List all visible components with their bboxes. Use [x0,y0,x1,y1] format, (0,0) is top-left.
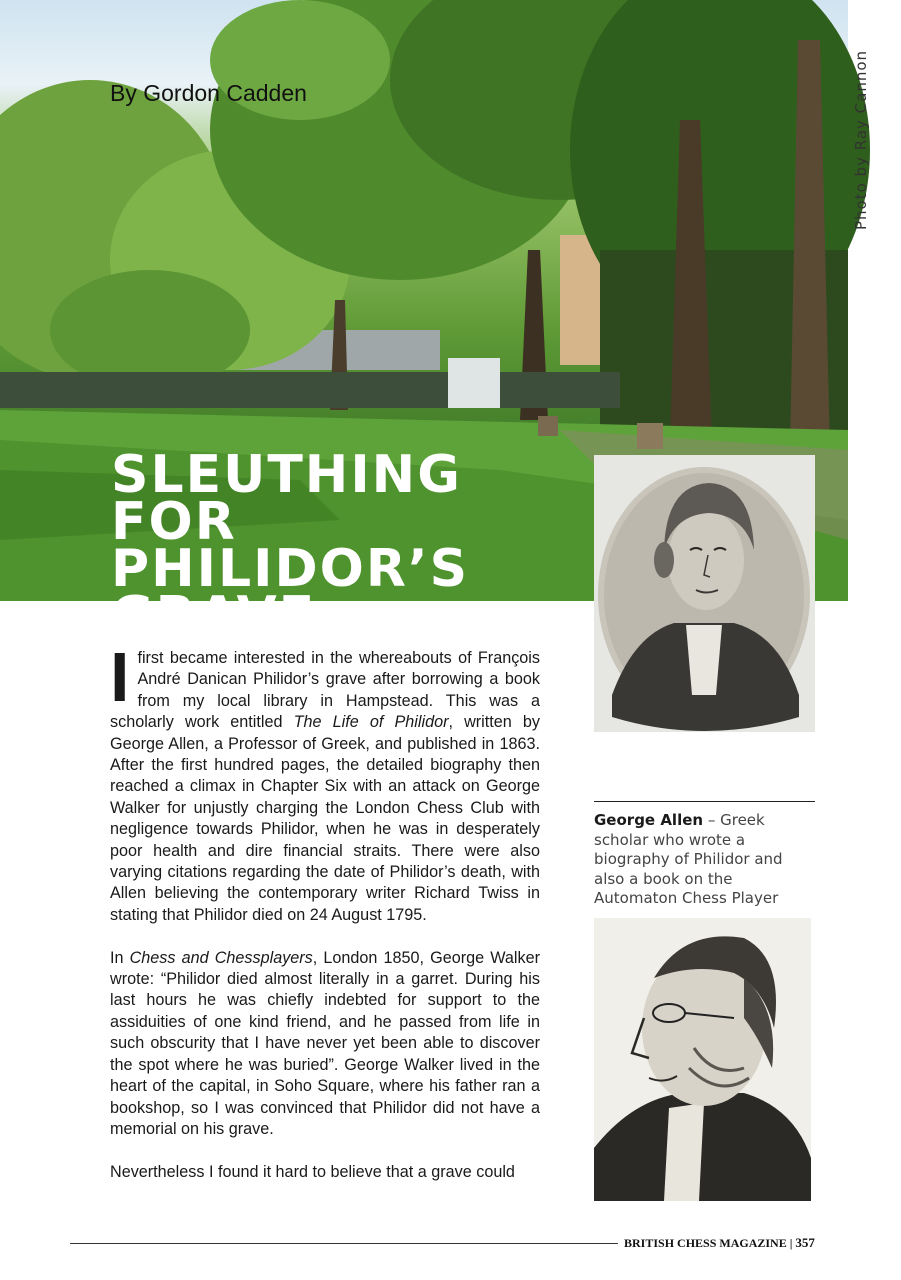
page-footer [624,1235,814,1251]
p1-book-title: The Life of Philidor [293,713,449,732]
caption-name: George Allen [594,811,704,829]
footer-rule [70,1243,618,1244]
footer-separator: | [786,1236,796,1250]
paragraph-3: Nevertheless I found it hard to believe that a grave could [110,1162,515,1181]
caption-text: – Greek scholar who wrote a biography of Philidor and also a book on the Automaton Chess Player [594,811,783,907]
paragraph-2 [110,948,540,1141]
george-allen-engraving [594,918,811,1201]
p1-text-b: , written by George Allen, a Professor of Greek, and published in 1863. After the first hundred pages, the detailed biography then reached a climax in Chapter Six with an attack on George Walker for unjustly charging the London Chess Club with negligence towards Philidor, when he was in desperately poor health and dire financial straits. There were also varying citations regarding the date of Philidor’s death, with Allen believing the contemporary writer Richard Twiss in stating that Philidor died on 24 August 1795. [110,713,540,924]
article-title: SLEUTHING FOR PHILIDOR’S GRAVE [111,445,470,646]
magazine-name: BRITISH CHESS MAGAZINE [624,1236,787,1250]
byline: By Gordon Cadden [110,80,307,106]
caption-rule [594,801,815,802]
photo-credit: Photo by Ray Cannon [852,49,870,230]
paragraph-1 [110,638,540,926]
p2-book-title: Chess and Chessplayers [129,948,313,967]
george-allen-portrait [594,918,811,1201]
philidor-engraving [594,455,815,732]
article-body [110,638,540,1205]
p2-text-b: , London 1850, George Walker wrote: “Philidor died almost literally in a garret. During his last hours he was chiefly indebted for support to the assiduities of one kind friend, and he passed from life in such obscurity that I have never yet been able to discover the spot where he was buried”. George Walker lived in the heart of the capital, in Soho Square, where his father ran a bookshop, so I was convinced that Philidor did not have a memorial on his grave. [110,948,540,1138]
drop-cap: I [110,638,130,716]
philidor-portrait [594,455,815,732]
p2-text-a: In [110,948,130,967]
page-number: 357 [795,1235,815,1250]
p1-text-a: first became interested in the whereabouts of François André Danican Philidor’s grave after borrowing a book from my local library in Hampstead. This was a scholarly work entitled [110,649,540,732]
portrait-caption [594,811,815,909]
